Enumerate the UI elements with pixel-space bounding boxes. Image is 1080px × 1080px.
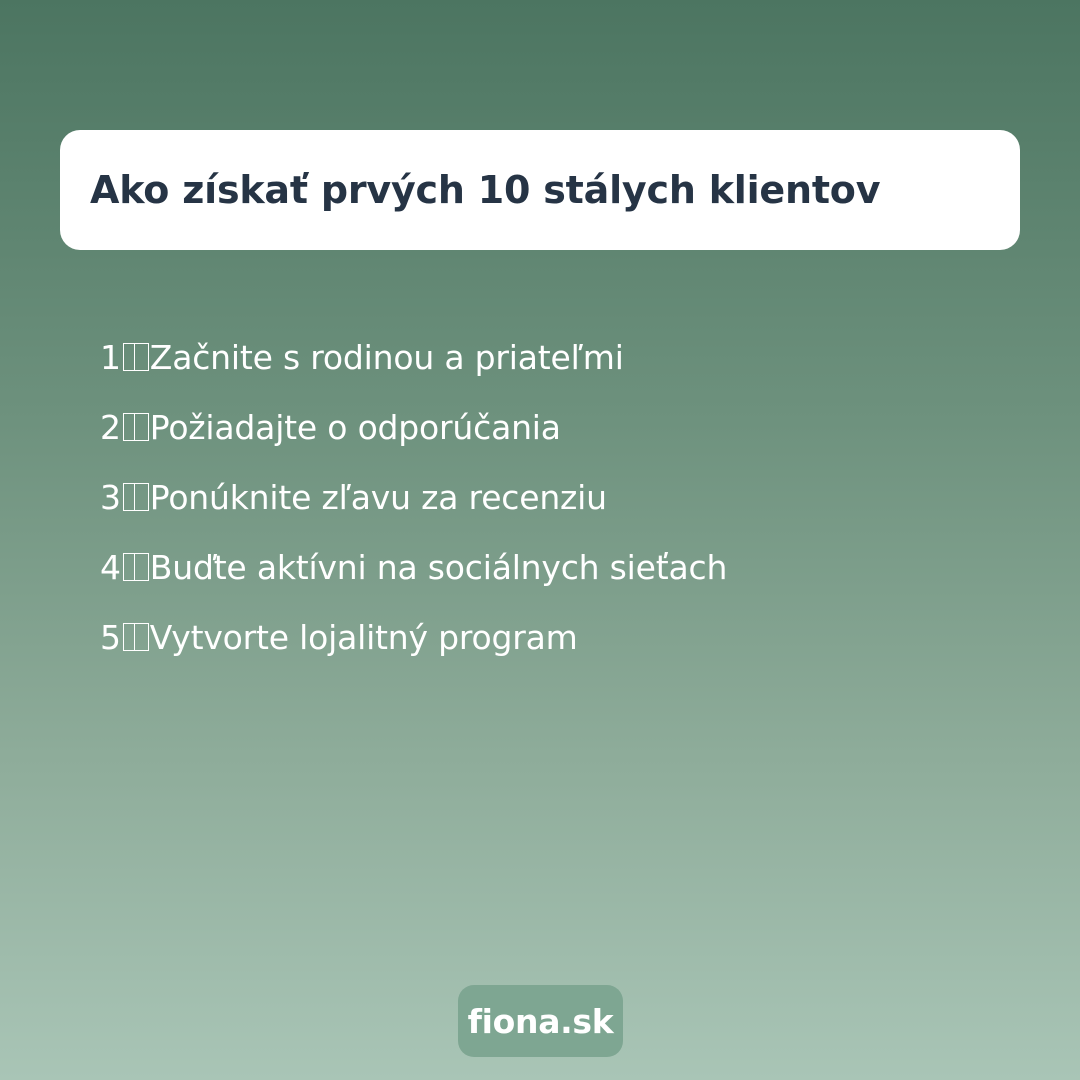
item-number: 5: [100, 617, 121, 657]
missing-glyph-icon: [123, 343, 149, 371]
missing-glyph-icon: [123, 553, 149, 581]
item-number: 1: [100, 337, 121, 377]
item-text: Začnite s rodinou a priateľmi: [149, 337, 624, 377]
item-text: Buďte aktívni na sociálnych sieťach: [149, 547, 728, 587]
brand-logo-text: fiona.sk: [467, 1001, 614, 1041]
missing-glyph-icon: [123, 413, 149, 441]
list-item: [100, 322, 1000, 392]
item-number: 4: [100, 547, 121, 587]
item-text: Ponúknite zľavu za recenziu: [149, 477, 607, 517]
item-number: 2: [100, 407, 121, 447]
item-number: 3: [100, 477, 121, 517]
brand-badge: [458, 985, 623, 1057]
list-item: [100, 602, 1000, 672]
page-title: Ako získať prvých 10 stálych klientov: [90, 168, 881, 212]
title-card: [60, 130, 1020, 250]
item-text: Požiadajte o odporúčania: [149, 407, 561, 447]
missing-glyph-icon: [123, 623, 149, 651]
list-item: [100, 462, 1000, 532]
list-item: [100, 532, 1000, 602]
item-text: Vytvorte lojalitný program: [149, 617, 578, 657]
missing-glyph-icon: [123, 483, 149, 511]
tips-list: [100, 322, 1000, 672]
list-item: [100, 392, 1000, 462]
